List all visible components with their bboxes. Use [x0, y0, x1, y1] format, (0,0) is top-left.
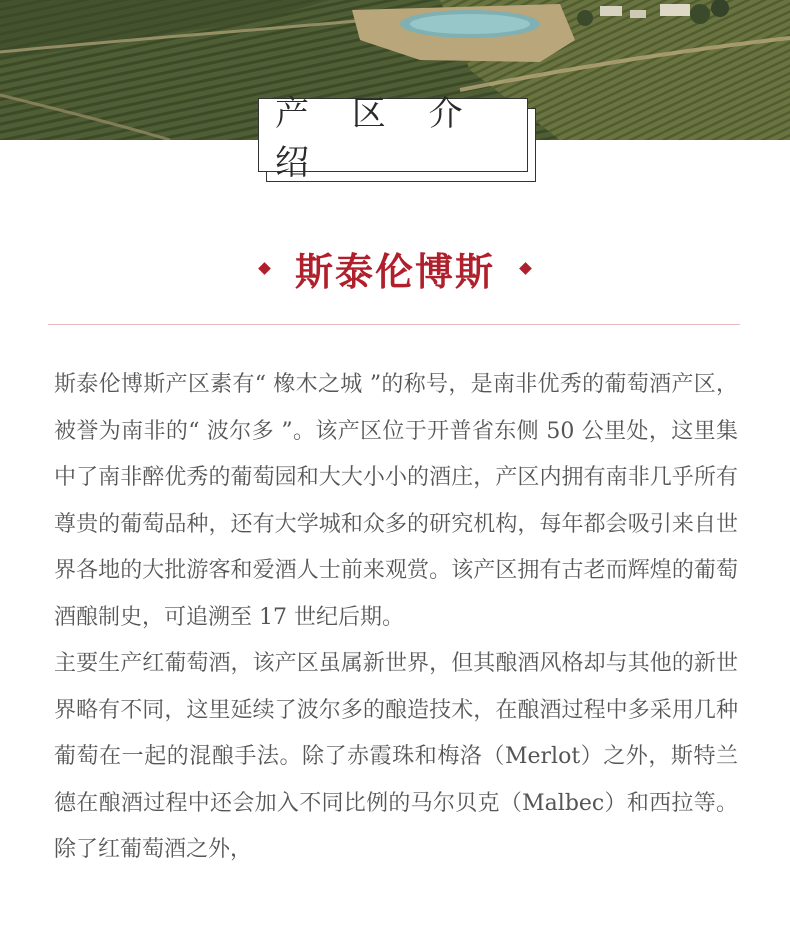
description-paragraph-1: 斯泰伦博斯产区素有“ 橡木之城 ”的称号，是南非优秀的葡萄酒产区，被誉为南非的“ 波尔多 ”。该产区位于开普省东侧 50 公里处，这里集中了南非醉优秀的葡萄园和大大小小的酒庄，产区内拥有南非几乎所有尊贵的葡萄品种，还有大学城和众多的研究机构，每年都会吸引来自世界各地的大批游客和爱酒人士前来观赏。该产区拥有古老而辉煌的葡萄酒酿制史，可追溯至 17 世纪后期。: [54, 372, 738, 630]
left-diamond-icon: [258, 262, 271, 275]
region-name: 斯泰伦博斯: [294, 248, 495, 294]
title-card-front: [258, 94, 528, 183]
region-description: [54, 362, 738, 874]
description-paragraph-2: 主要生产红葡萄酒，该产区虽属新世界，但其酿酒风格却与其他的新世界略有不同，这里延续了波尔多的酿造技术，在酿酒过程中多采用几种葡萄在一起的混酿手法。除了赤霞珠和梅洛（Merlot）之外，斯特兰德在酿酒过程中还会加入不同比例的马尔贝克（Malbec）和西拉等。除了红葡萄酒之外，: [54, 651, 738, 862]
section-title-card: [258, 94, 526, 183]
region-heading: [0, 238, 790, 298]
section-title: 产 区 介 绍: [275, 94, 479, 183]
section-divider: [48, 324, 740, 325]
right-diamond-icon: [519, 262, 532, 275]
